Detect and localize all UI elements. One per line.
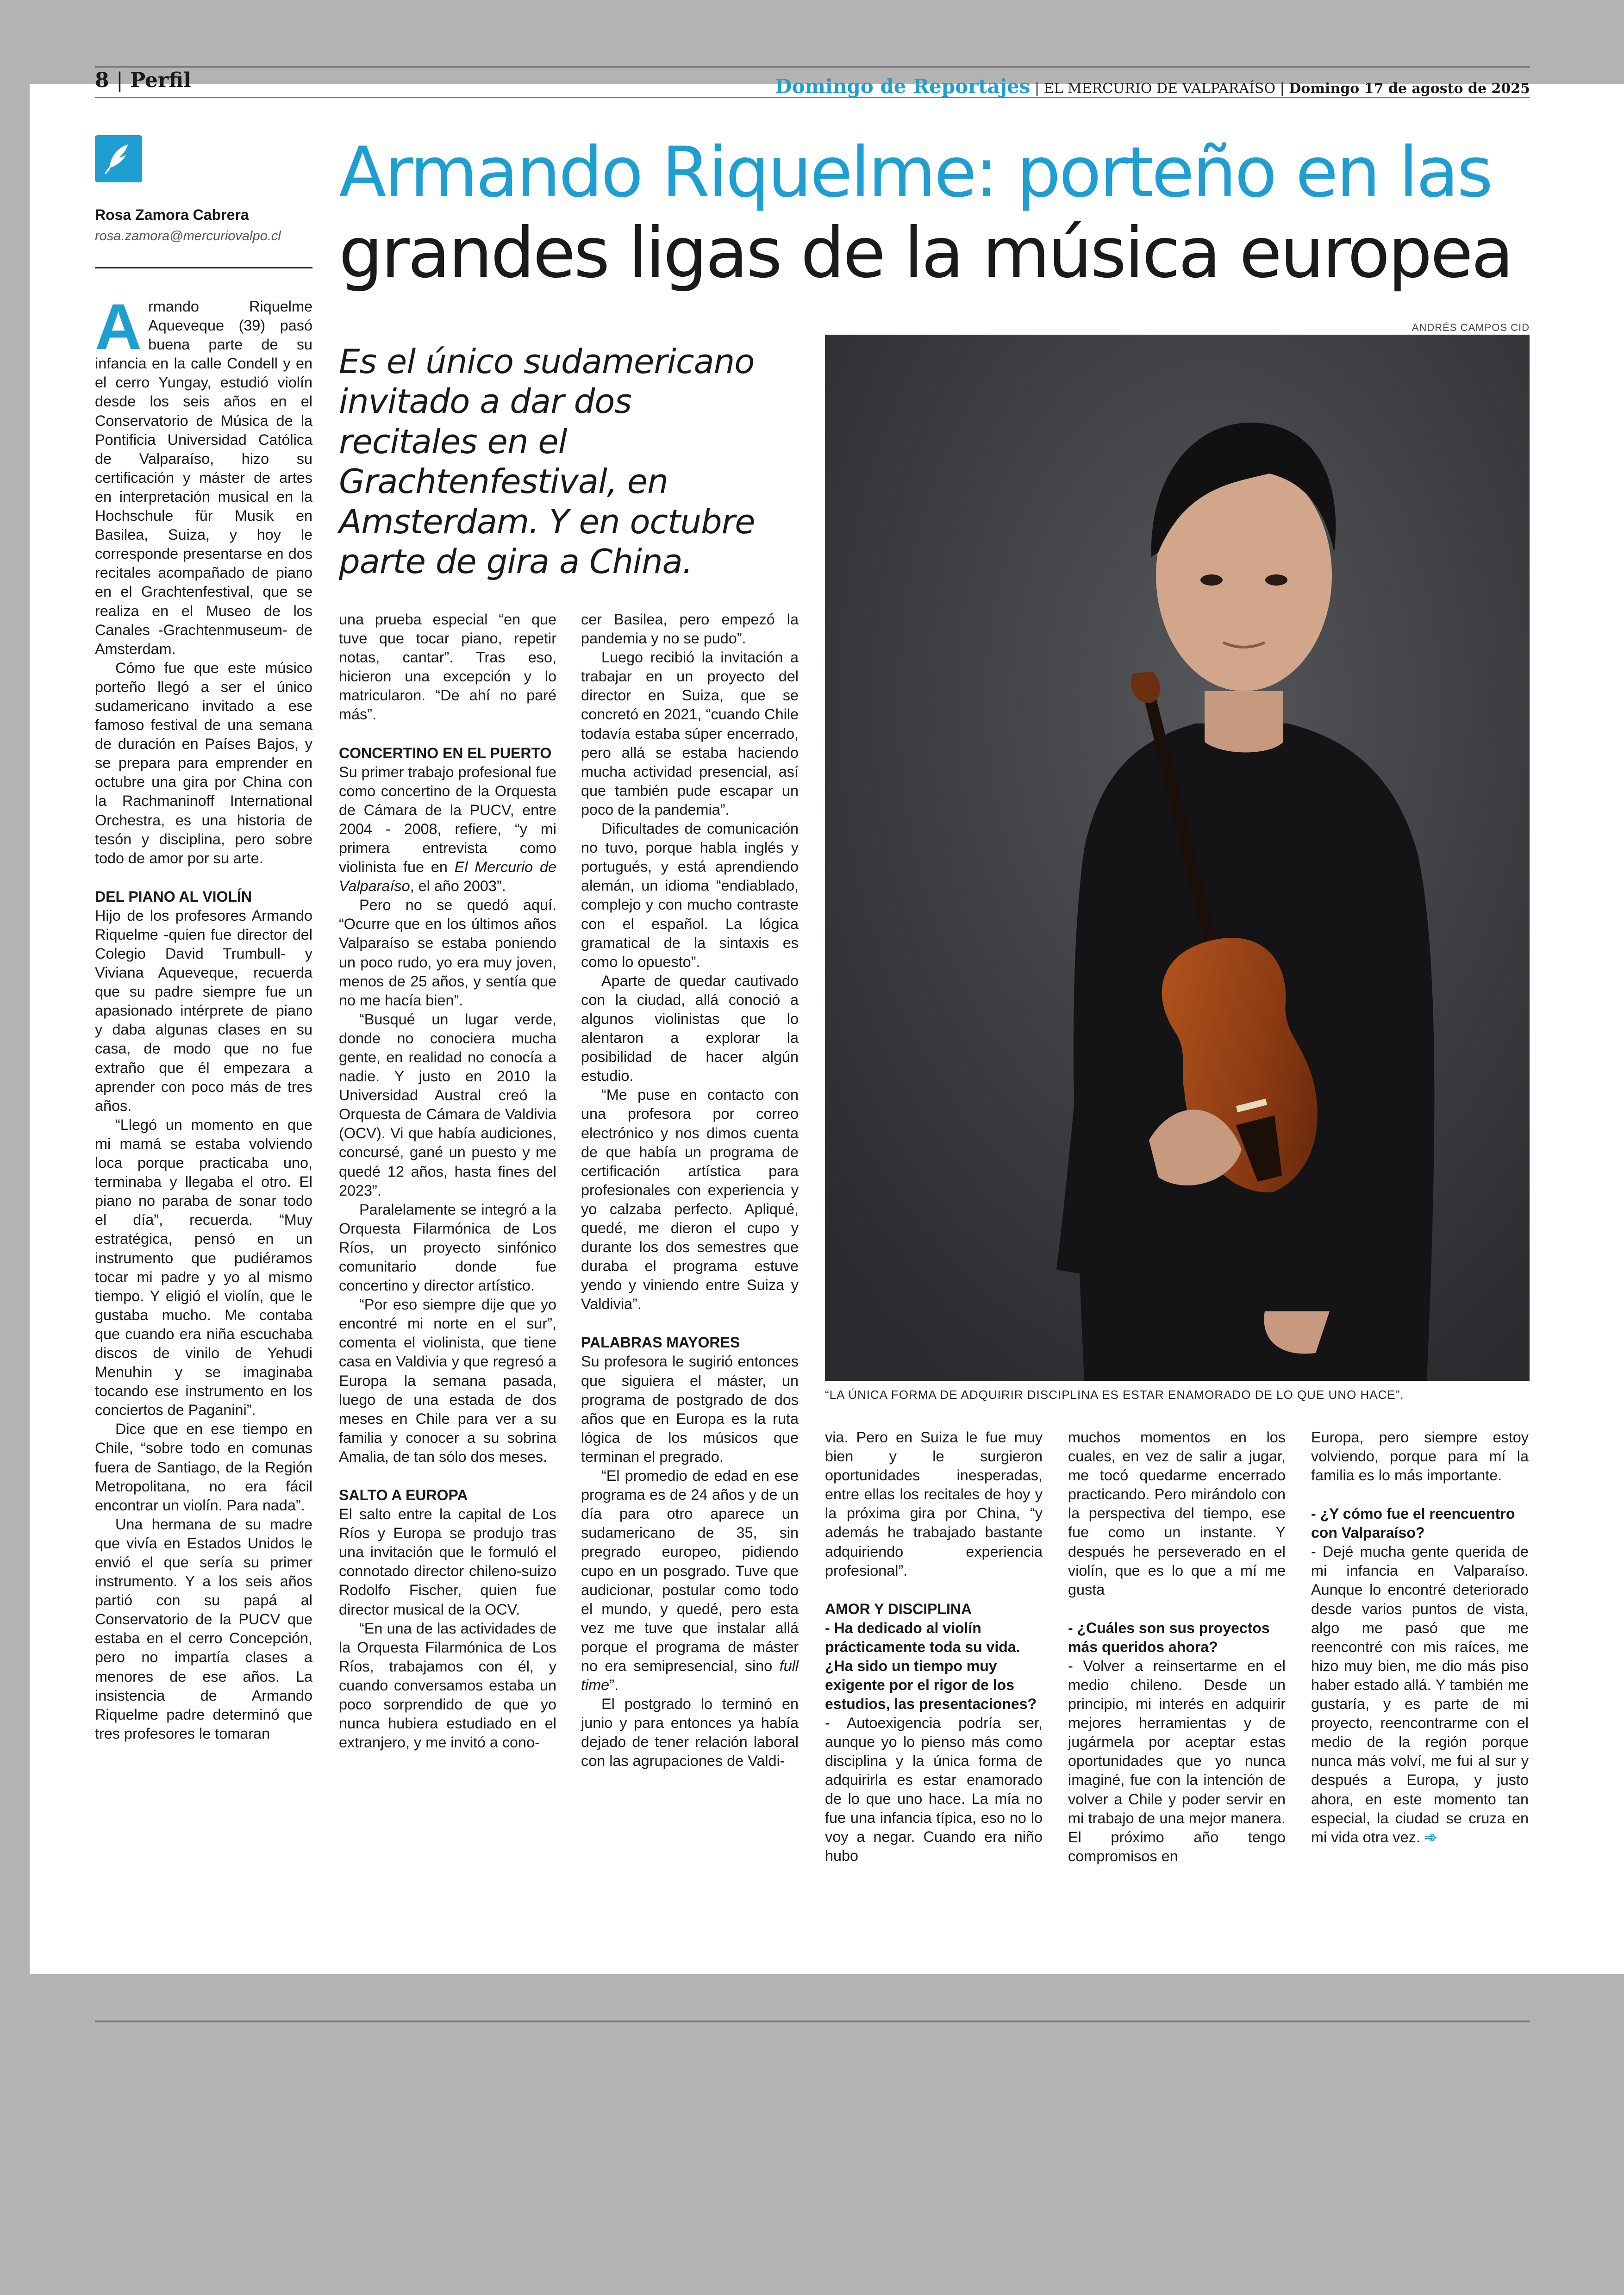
top-rule — [95, 66, 1530, 68]
paragraph: Hijo de los profesores Armando Riquelme -quien fue director del Colegio David Trumbull- y Viviana Aqueveque, recuerda que su padre siempre fue un apasionado intérprete de piano y daba algunas clases en su casa, de modo que no fue extraño que él empezara a aprender con poco más de tres años. — [95, 907, 312, 1114]
paragraph: Una hermana de su madre que vivía en Estados Unidos le envió el que sería su primer instrumento. Y a los seis años partió con su papá al Conservatorio de la PUCV que estaba en el cerro Concepción, pero no impartía clases a menores de ese años. La insistencia de Armando Riquelme padre determinó que tres profesores le tomaran — [95, 1515, 312, 1742]
section-heading: SALTO A EUROPA — [339, 1487, 468, 1504]
supplement-name: Domingo de Reportajes — [775, 75, 1031, 98]
headline — [339, 132, 1543, 293]
paragraph: Dice que en ese tiempo en Chile, “sobre todo en comunas fuera de Santiago, de la Región Metropolitana, no era fácil encontrar un violín. Para nada”. — [95, 1421, 312, 1514]
byline-divider — [95, 267, 312, 268]
paragraph: Luego recibió la invitación a trabajar en un proyecto del director en Suiza, que se concretó en 2021, “cuando Chile todavía estaba súper encerrado, pero allá se estaba haciendo mucha actividad presencial, así que también pude escapar un poco de la pandemia”. — [581, 649, 799, 818]
interview-answer: - Volver a reinsertarme en el medio chileno. Desde un principio, mi interés en adquirir mejores herramientas y de jugármela por aceptar estas oportunidades que yo nunca imaginé, fue con la intención de volver a Chile y poder servir en mi trabajo de una mejor manera. El próximo año tengo compromisos en — [1068, 1657, 1286, 1865]
subheadline: Es el único sudamericano invitado a dar dos recitales en el Grachtenfestival, en Amsterdam. Y en octubre parte de gira a China. — [339, 342, 755, 581]
page-section-label: 8 | Perfil — [95, 69, 191, 92]
paragraph: una prueba especial “en que tuve que tocar piano, repetir notas, cantar”. Tras eso, hicieron una excepción y lo matricularon. “De ahí no paré más”. — [339, 611, 556, 723]
interview-question: - ¿Cuáles son sus proyectos más queridos ahora? — [1068, 1619, 1270, 1655]
arrow-end-icon: ➾ — [1424, 1828, 1437, 1846]
paragraph: cer Basilea, pero empezó la pandemia y no se pudo”. — [581, 611, 799, 647]
paragraph: Su primer trabajo profesional fue como concertino de la Orquesta de Cámara de la PUCV, entre 2004 - 2008, refiere, “y mi primera entrevista como violinista fue en El Mercurio de Valparaíso, el año 2003”. — [339, 763, 556, 895]
paragraph: El postgrado lo terminó en junio y para entonces ya había dejado de tener relación laboral con las agrupaciones de Valdi- — [581, 1696, 799, 1770]
section-heading: PALABRAS MAYORES — [581, 1334, 740, 1351]
interview-question: - Ha dedicado al violín prácticamente toda su vida. ¿Ha sido un tiempo muy exigente por el rigor de los estudios, las presentaciones? — [825, 1619, 1037, 1712]
paragraph: “Busqué un lugar verde, donde no conociera mucha gente, en realidad no conocía a nadie. Y justo en 2010 la Universidad Austral creó la Orquesta de Cámara de Valdivia (OCV). Vi que había audiciones, concursé, gané un puesto y me quedé 12 años, hasta fines del 2023”. — [339, 1010, 556, 1199]
article-column-4 — [825, 1428, 1043, 1866]
masthead-info: Domingo de Reportajes | EL MERCURIO DE VALPARAÍSO | Domingo 17 de agosto de 2025 — [775, 75, 1530, 98]
bottom-rule — [95, 2021, 1530, 2022]
interview-answer: - Dejé mucha gente querida de mi infancia en Valparaíso. Aunque lo encontré deteriorado desde varios puntos de vista, algo me pasó que me reencontré con mis raíces, me hizo muy bien, me dio más piso haber estado allá. Y también me gustaría, y es parte de mi proyecto, reencontrarme con el medio de la región porque nunca más volví, me fui al sur y después a Europa, y justo ahora, en este momento tan especial, la ciudad se cruza en mi vida otra vez. ➾ — [1311, 1543, 1529, 1846]
page-number: 8 — [95, 69, 109, 92]
lead-paragraph: Armando Riquelme Aqueveque (39) pasó buena parte de su infancia en la calle Condell y en el cerro Yungay, estudió violín desde los seis años en el Conservatorio de Música de la Pontificia Universidad Católica de Valparaíso, hizo su certificación y máster de artes en interpretación musical en la Hochschule für Musik en Basilea, Suiza, y hoy le corresponde presentarse en dos recitales acompañado de piano en el Grachtenfestival, que se realiza en el Museo de los Canales -Grachtenmuseum- de Amsterdam. — [95, 290, 312, 657]
section-name: Perfil — [130, 69, 191, 92]
paragraph: “En una de las actividades de la Orquesta Filarmónica de Los Ríos, trabajamos con él, y cuando conversamos estaba un poco sorprendido de que yo nunca hubiera estudiado en el extranjero, y me invitó a cono- — [339, 1620, 556, 1751]
italic-term: full time — [581, 1657, 799, 1694]
author-name: Rosa Zamora Cabrera — [95, 206, 249, 223]
paragraph: Dificultades de comunicación no tuvo, porque habla inglés y portugués, y está aprendiendo alemán, un idioma “endiablado, complejo y con mucho contraste con el español. La lógica gramatical de la sintaxis es como lo opuesto”. — [581, 820, 799, 970]
section-heading: CONCERTINO EN EL PUERTO — [339, 744, 552, 761]
paragraph: “Llegó un momento en que mi mamá se estaba volviendo loca porque practicaba uno, terminaba y llegaba el otro. El piano no paraba de sonar todo el día”, recuerda. “Muy estratégica, pensó en un instrumento que pudiéramos tocar mi padre y yo al mismo tiempo. Y eligió el violín, que le gustaba mucho. Me contaba que cuando era niña escuchaba discos de vinilo de Yehudi Menuhin y se imaginaba tocando ese instrumento en los conciertos de Paganini”. — [95, 1116, 312, 1419]
paragraph: Pero no se quedó aquí. “Ocurre que en los últimos años Valparaíso se estaba poniendo un poco rudo, yo era muy joven, menos de 25 años, y sentía que no me hacía bien”. — [339, 897, 556, 1009]
article-column-2 — [339, 610, 556, 1752]
issue-date: Domingo 17 de agosto de 2025 — [1289, 81, 1530, 97]
violinist-portrait-photo — [825, 335, 1530, 1381]
photo-caption: “LA ÚNICA FORMA DE ADQUIRIR DISCIPLINA ES ESTAR ENAMORADO DE LO QUE UNO HACE”. — [825, 1388, 1404, 1402]
photo-credit: ANDRÉS CAMPOS CID — [1412, 322, 1530, 333]
headline-line-1: Armando Riquelme: porteño en las — [339, 132, 1492, 213]
paragraph: via. Pero en Suiza le fue muy bien y le surgieron oportunidades inesperadas, entre ellas los recitales de hoy y la próxima gira por China, “y además he trabajado bastante adquiriendo experiencia profesional”. — [825, 1429, 1043, 1579]
paragraph: Europa, pero siempre estoy volviendo, porque para mí la familia es lo más importante. — [1311, 1429, 1529, 1484]
paragraph: muchos momentos en los cuales, en vez de salir a jugar, me tocó quedarme encerrado practicando. Pero mirándolo con la perspectiva del tiempo, ese fue como un instante. Y después he perseverado en el violín, que es lo que a mí me gusta — [1068, 1429, 1286, 1598]
paragraph: Paralelamente se integró a la Orquesta Filarmónica de Los Ríos, un proyecto sinfónico comunitario donde fue concertino y director artístico. — [339, 1201, 556, 1294]
newspaper-name: EL MERCURIO DE VALPARAÍSO — [1043, 81, 1276, 97]
paragraph: Cómo fue que este músico porteño llegó a ser el único sudamericano invitado a ese famoso festival de una semana de duración en Países Bajos, y se prepara para emprender en octubre una gira por China con la Rachmaninoff International Orchestra, es una historia de tesón y disciplina, pero sobre todo de amor por su arte. — [95, 659, 312, 867]
section-heading: DEL PIANO AL VIOLÍN — [95, 888, 252, 905]
paragraph: El salto entre la capital de Los Ríos y Europa se produjo tras una invitación que le formuló el connotado director chileno-suizo Rodolfo Fischer, quien fue director musical de la OCV. — [339, 1506, 556, 1618]
paragraph: “Me puse en contacto con una profesora por correo electrónico y nos dimos cuenta de que había un programa de certificación artística para profesionales con experiencia y yo calzaba perfecto. Apliqué, quedé, me dieron el cupo y durante los dos semestres que duraba el programa estuve yendo y viniendo entre Suiza y Valdivia”. — [581, 1086, 799, 1313]
headline-line-2: grandes ligas de la música europea — [339, 213, 1512, 293]
paragraph: “El promedio de edad en ese programa es de 24 años y de un día para otro aparece un sudamericano de 35, sin pregrado europeo, pidiendo cupo en un posgrado. Tuve que audicionar, postular como todo el mundo, y quedé, pero esta vez me tuve que instalar allá porque el programa de máster no era semipresencial, sino full time”. — [581, 1467, 799, 1694]
author-email[interactable]: rosa.zamora@mercuriovalpo.cl — [95, 229, 281, 243]
paragraph: “Por eso siempre dije que yo encontré mi norte en el sur”, comenta el violinista, que tiene casa en Valdivia y que regresó a Europa la semana pasada, luego de una estada de dos meses en Chile para ver a su familia y conocer a su sobrina Amalia, de tan sólo dos meses. — [339, 1296, 556, 1465]
article-column-3 — [581, 610, 799, 1771]
drop-cap: A — [95, 290, 142, 363]
paragraph: Su profesora le sugirió entonces que siguiera el máster, un programa de postgrado de dos años que en Europa es la ruta lógica de los músicos que terminan el pregrado. — [581, 1353, 799, 1465]
newspaper-title-italic: El Mercurio de Valparaíso — [339, 859, 556, 895]
quill-icon — [95, 135, 142, 182]
article-column-5 — [1068, 1428, 1286, 1866]
interview-answer: - Autoexigencia podría ser, aunque yo lo pienso más como disciplina y la única forma de adquirirla es estar enamorado de lo que uno hace. La mía no fue una infancia típica, eso no lo voy a negar. Cuando era niño hubo — [825, 1714, 1043, 1865]
article-column-6 — [1311, 1428, 1529, 1847]
section-heading: AMOR Y DISCIPLINA — [825, 1600, 972, 1617]
article-column-1 — [95, 290, 312, 1743]
interview-question: - ¿Y cómo fue el reencuentro con Valparaíso? — [1311, 1505, 1515, 1541]
paragraph: Aparte de quedar cautivado con la ciudad, allá conoció a algunos violinistas que lo alentaron a explorar la posibilidad de hacer algún estudio. — [581, 972, 799, 1085]
